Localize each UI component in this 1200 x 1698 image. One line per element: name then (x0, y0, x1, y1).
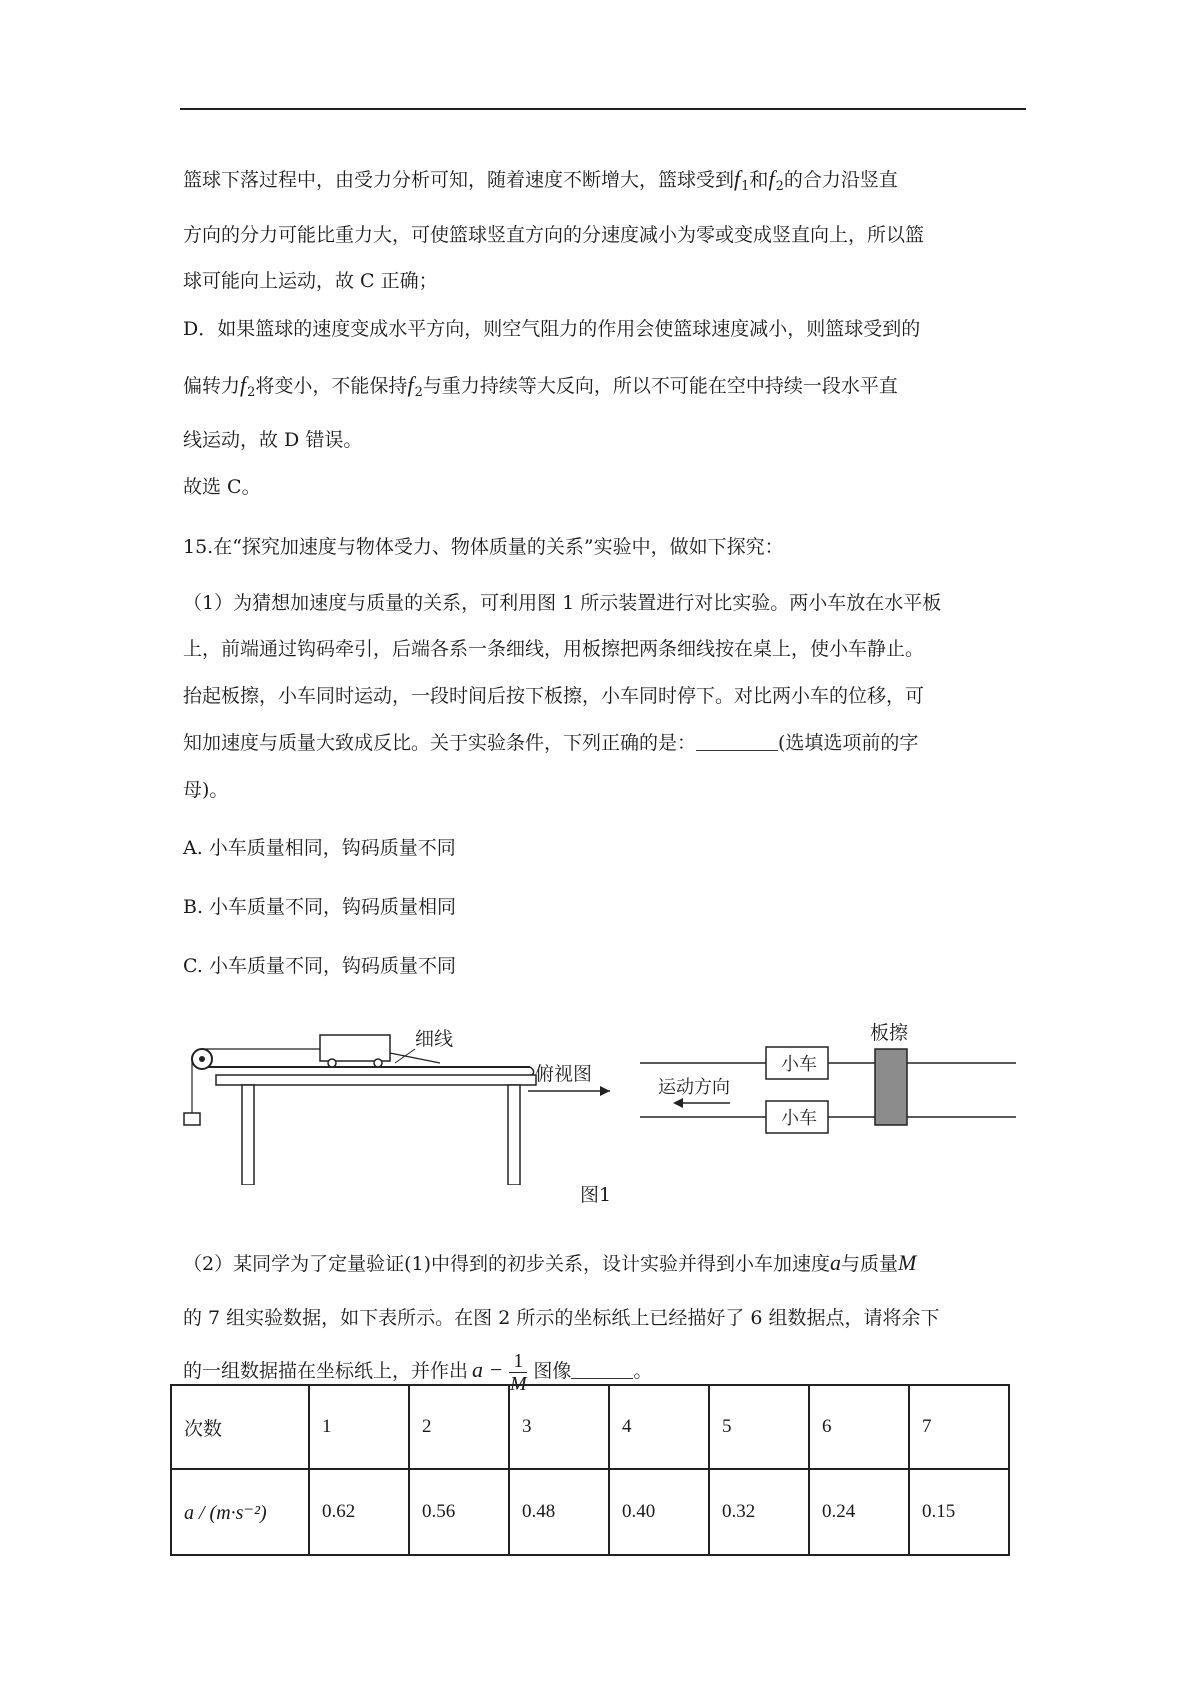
para-line-5: 偏转力$f_2$将变小，不能保持$f_2$与重力持续等大反向，所以不可能在空中持续一段水平直 (183, 372, 898, 400)
cart-side-view (320, 1035, 390, 1061)
option-a: A. 小车质量相同，钩码质量不同 (183, 837, 456, 859)
table-top (216, 1075, 536, 1085)
para-line-4: D．如果篮球的速度变成水平方向，则空气阻力的作用会使篮球速度减小，则篮球受到的 (183, 318, 921, 340)
table-cell: 7 (909, 1385, 1009, 1469)
table-cell: 0.15 (909, 1469, 1009, 1555)
header-rule (180, 108, 1026, 110)
table-edge (530, 1067, 534, 1075)
arrow-head-icon (600, 1086, 610, 1096)
hanging-weight-icon (184, 1113, 200, 1125)
table-cell: 5 (709, 1385, 809, 1469)
q1-line-3: 抬起板擦，小车同时运动，一段时间后按下板擦，小车同时停下。对比两小车的位移，可 (183, 685, 925, 707)
table-leg-right (508, 1085, 520, 1185)
table-cell: 0.40 (609, 1469, 709, 1555)
q1-line-2: 上，前端通过钩码牵引，后端各系一条细线，用板擦把两条细线按在桌上，使小车静止。 (183, 638, 925, 660)
q1-line-4: 知加速度与质量大致成反比。关于实验条件，下列正确的是： (选填选项前的字 (183, 732, 919, 754)
answer-blank-1[interactable] (696, 732, 778, 751)
para-line-3: 球可能向上运动，故 C 正确； (183, 270, 438, 292)
thread-label-pointer (395, 1049, 415, 1063)
table-row-label: a / (m·s⁻²) (171, 1469, 309, 1555)
fraction-1-over-M: $\frac{1}{M}$ (510, 1349, 527, 1395)
answer-blank-2[interactable] (571, 1360, 633, 1379)
table-cell: 6 (809, 1385, 909, 1469)
para-line-1: 篮球下落过程中，由受力分析可知，随着速度不断增大，篮球受到$f_1$和$f_2$的合力沿竖直 (183, 166, 898, 194)
option-c: C. 小车质量不同，钩码质量不同 (183, 955, 456, 977)
label-cart-2: 小车 (781, 1108, 817, 1129)
pulley-axle (199, 1056, 205, 1062)
label-direction: 运动方向 (658, 1077, 730, 1098)
para-line-6: 线运动，故 D 错误。 (183, 429, 363, 451)
cart-wheel (374, 1059, 382, 1067)
eraser-icon (875, 1049, 907, 1125)
table-cell: 0.62 (309, 1469, 409, 1555)
table-cell: 4 (609, 1385, 709, 1469)
table-cell: 1 (309, 1385, 409, 1469)
table-cell: 2 (409, 1385, 509, 1469)
table-leg-left (242, 1085, 254, 1185)
table-cell: 0.24 (809, 1469, 909, 1555)
label-thread: 细线 (415, 1028, 454, 1050)
figure-caption: 图1 (580, 1184, 612, 1206)
option-b: B. 小车质量不同，钩码质量相同 (183, 896, 457, 918)
table-row-trials (171, 1385, 1009, 1469)
q2-line-2: 的 7 组实验数据，如下表所示。在图 2 所示的坐标纸上已经描好了 6 组数据点，请将余下 (183, 1307, 940, 1329)
q2-line-3: 的一组数据描在坐标纸上，并作出 a − $\frac{1}{M}$ 图像 。 (183, 1349, 653, 1395)
table-cell: 3 (509, 1385, 609, 1469)
table-row-acceleration (171, 1469, 1009, 1555)
table-cell: 0.48 (509, 1469, 609, 1555)
label-cart-1: 小车 (781, 1054, 817, 1075)
para-line-2: 方向的分力可能比重力大，可使篮球竖直方向的分速度减小为零或变成竖直向上，所以篮 (183, 224, 925, 246)
para-line-7: 故选 C。 (183, 476, 261, 498)
label-eraser: 板擦 (870, 1022, 909, 1044)
table-header-label: 次数 (171, 1385, 309, 1469)
table-cell: 0.32 (709, 1469, 809, 1555)
data-table (170, 1384, 1010, 1556)
q2-line-1: （2）某同学为了定量验证(1)中得到的初步关系，设计实验并得到小车加速度a与质量M (183, 1250, 917, 1275)
q1-line-1: （1）为猜想加速度与质量的关系，可利用图 1 所示装置进行对比实验。两小车放在水平板 (183, 592, 942, 614)
label-top-view: 俯视图 (535, 1063, 593, 1085)
table-cell: 0.56 (409, 1469, 509, 1555)
q1-line-5: 母)。 (183, 779, 229, 801)
direction-arrow-head-icon (673, 1098, 683, 1108)
cart-wheel (328, 1059, 336, 1067)
question-title: 15.在“探究加速度与物体受力、物体质量的关系”实验中，做如下探究： (183, 536, 784, 558)
figure-1-apparatus (170, 1005, 1030, 1185)
